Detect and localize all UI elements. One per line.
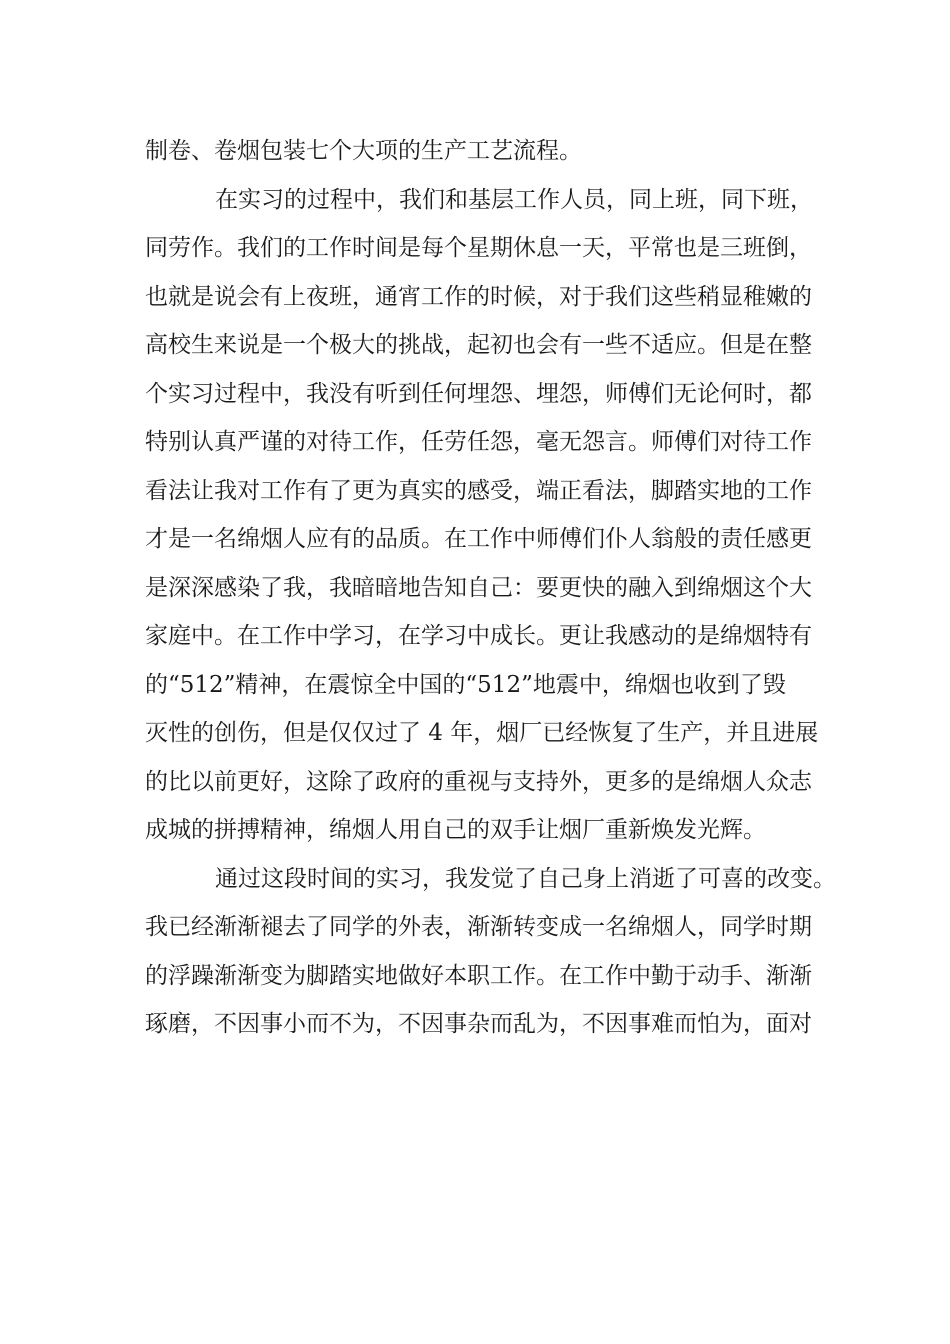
paragraph-start-line: 在实习的过程中，我们和基层工作人员，同上班，同下班，	[215, 186, 813, 213]
text-line: 个实习过程中，我没有听到任何埋怨、埋怨，师傅们无论何时，都	[145, 380, 812, 407]
text-line: 家庭中。在工作中学习，在学习中成长。更让我感动的是绵烟特有	[145, 623, 812, 649]
text-line: 是深深感染了我，我暗暗地告知自己：要更快的融入到绵烟这个大	[145, 574, 812, 601]
text-line: 才是一名绵烟人应有的品质。在工作中师傅们仆人翁般的责任感更	[145, 526, 812, 552]
text-line: 成城的拼搏精神，绵烟人用自己的双手让烟厂重新焕发光辉。	[145, 817, 766, 843]
text-line: 制卷、卷烟包装七个大项的生产工艺流程。	[145, 138, 582, 164]
text-line: 琢磨，不因事小而不为，不因事杂而乱为，不因事难而怕为，面对	[145, 1011, 812, 1037]
text-line: 灭性的创伤，但是仅仅过了 4 年，烟厂已经恢复了生产，并且进展	[145, 720, 819, 746]
text-line: 的浮躁渐渐变为脚踏实地做好本职工作。在工作中勤于动手、渐渐	[145, 962, 812, 989]
body-text	[145, 127, 836, 1049]
text-line: 也就是说会有上夜班，通宵工作的时候，对于我们这些稍显稚嫩的	[145, 283, 812, 310]
text-line: 的“512”精神，在震惊全中国的“512”地震中，绵烟也收到了毁	[145, 671, 786, 698]
text-line: 看法让我对工作有了更为真实的感受，端正看法，脚踏实地的工作	[145, 477, 812, 504]
text-line: 我已经渐渐褪去了同学的外表，渐渐转变成一名绵烟人，同学时期	[145, 914, 812, 940]
paragraph-start-line: 通过这段时间的实习，我发觉了自己身上消逝了可喜的改变。	[215, 865, 836, 892]
text-line: 特别认真严谨的对待工作，任劳任怨，毫无怨言。师傅们对待工作	[145, 429, 812, 455]
text-line: 的比以前更好，这除了政府的重视与支持外，更多的是绵烟人众志	[145, 768, 812, 795]
text-line: 高校生来说是一个极大的挑战，起初也会有一些不适应。但是在整	[145, 332, 812, 358]
text-line: 同劳作。我们的工作时间是每个星期休息一天，平常也是三班倒，	[145, 235, 812, 261]
